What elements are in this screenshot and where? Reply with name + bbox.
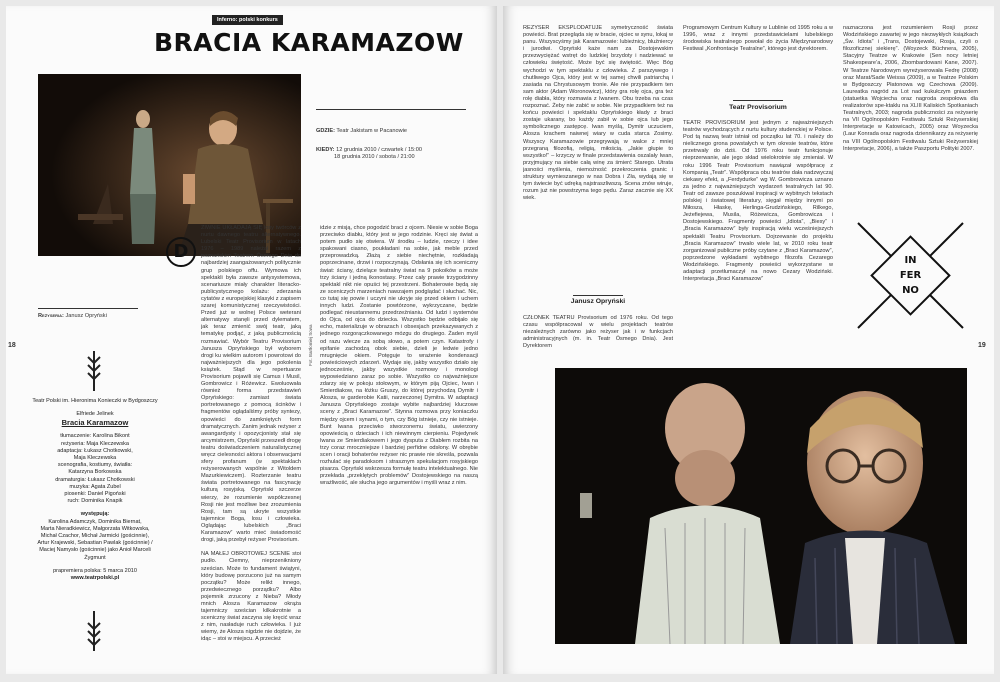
- inferno-logo-icon: [853, 218, 968, 333]
- heading-provisorium: Teatr Provisorium: [729, 104, 787, 111]
- ornament-bottom-icon: [87, 611, 101, 651]
- credits-sidebar: Teatr Polski im. Hieronima Konieczki w Bydgoszczy Elfriede Jelinek Bracia Karamazow tłumaczenie: Karolina Bikont reżyseria: Maja Kleczewska adaptacja: Łukasz Chotkowski, Maja Kleczewska scenografia, kostiumy, światła: Katarzyna Borkowska dramaturgia: Łukasz Chotkowski muzyka: Agata Zubel piosenki: Daniel Pigoński ruch: Dominika Knapik występują: Karolina Adamczyk, Dominika Biernat, Marta Nieradkiewicz, Małgorzata Witkowska, Michał Czachor, Michał Jarmicki (gościnnie), Artur Krajewski, Sebastian Pawlak (gościnnie) / Maciej Namysło (gościnnie) jako Anioł Marceli Żygmunt prapremiera polska: 5 marca 2010 www.teatrpolski.pl: [32, 398, 158, 582]
- info-when: KIEDY: 12 grudnia 2010 / czwartek / 15:00 18 grudnia 2010 / sobota / 21:00: [316, 147, 422, 161]
- article-column-2: idzie z misją, chce pogodzić braci z ojcem. Niesie w sobie Boga przeciwko diabłu, który jest w jego rodzinie. Kręci się świat a potem pudło się otwiera. W środku – ludzie, rzeczy i idee spakowani ciasno, poukładani na sobie, jak meble przed przeprowadzką. Złażą z siebie niechętnie, rozkładają poprzecinane, drzwi i rozpoczynają. Odsłania się ich sceniczny świat: ściany, dzielące teatralny świat na 9 pokoików a może trzy ściany i jedną ikonostasy. Przez cały prawie trzygodzinny spektakl nikt nie opuści tej przestrzeni. Bohaterowie będą się ze sceniczych marzeniach nawzajem podglądać i słuchać. Nic, co tutaj się powie i uczyni nie ukryje się przed okiem i uchem innych ludzi. Zostanie powtórzone, wykrzyczane, będzie podlegać nieustannemu przedrzeźnianiu. Od ludzi i systemów do Ojca, od ojca do dziecka. Wszystko będzie odbijało się echo, materializuje w obrazach i obsesjach przekazywanych z jednego rozgorączkowanego mózgu do drugiego. Żaden myśl od razu wlecze za sobą słowo, a potem czyn. Katastrofy i epifanie zachodzą obok siebie, dzieli je ledwie jedno mrugnięcie okiem. Potęguje to wrażenie kondensacji powieściowych zdarzeń. Wydaje się, jakby wszystko działo się jednocześnie, jakby wszystkie rozmowy i monologi wypowiedziano zaraz po sobie. Wszystko co najważniejsze zdarzy się w pokoju stołowym, w którym piją Ojciec, Iwan i Smierdiakow, na łóżku Gruszy, do której przychodzą Dymitr i Alosza, w garderobie Katii, narzeczonej Dymitra. W adaptacji Janusza Opryńskiego zostaje wybite najbardziej kluczowe sceny z „Braci Karamazow”. Stynna rozmowa przy koniaczku między ojcem i synami, o tym, czy Bóg istnieje, czy nie istnieje. Bunt Iwana przeciwko stworzonemu światu, uwierzony opowieścią o dzieciach i ich niewinnym cierpieniu. Pojedynek Iwana ze Smierdiakowem i jego dysputa z Diabłem rozbita na trzy coraz mroczniejsze i bardziej perfidne odsłony. W obrębie scen i oracji bohaterów reżyser nic prawie nie skreśla, pozwala rozhulać się paradoksom i strasznym spekulacjom rosyjskiego pisarza. Opryński wskrzesza formułę teatru intelektualnego. Nie przekłada „przeklętych problemów” Dostojewskiego na naszą wrażliwość, ale słucha jego argumentów i myśli wraz z nim.: [320, 225, 478, 487]
- info-where: GDZIE: Teatr Jakistam w Pacanowie: [316, 128, 407, 134]
- director-line: Reżyseria: Janusz Opryński: [38, 313, 107, 319]
- ornament-icon: [87, 351, 101, 391]
- right-column-3-top: naznaczona jest rozumieniem Rosji przez Wodzińskiego zawartej w jego niezwykłych książkach „Św. Idiota” i „Trans, Dostojewski, Rosja, czyli o filozoficznej siekierę”. (Woyzeck Büchnera, 2005), Stacyjny Teatrze w Krakowie (Sen nocy letniej Shakespeare’a, 2006, Zbombardowani Kane, 2007). W Teatrze Narodowym wyreżyserowała Fedrę (2008) oraz Marat/Sade Weissa (2009), a w Teatrze Polskim w Bydgoszczy Płatonowa wg Czechowa (2009). Laureatka nagród za Lot nad kukułczym gniazdem (statuetka Wojciecha oraz nagroda zespołowa dla realizatorów spe-ktaklu na XLIII Kaliskich Spotkaniach Teatralnych, 2003; nagroda publiczności za reżyserię na VII Ogólnopolskim Festiwalu Sztuki Reżyserskiej Interpretacje w Katowicach, 2005) oraz Woyzecka (Laur Konrada oraz nagroda dziennikarzy za reżyserię na VIII Ogólnopolskim Festiwalu Sztuki Reżyserskiej Interpretacje, 2006), a także Paszportu Polityki 2007.: [843, 25, 978, 152]
- logo-line-2: FER: [899, 270, 922, 281]
- janusz-bio: CZŁONEK TEATRU Provisorium od 1976 roku. Od tego czasu współpracował w wielu projektach teatrów niezależnych zarówno jako reżyser jak i w funkcjach administracyjnych (m. in. Teatr Ósmego Dnia). Jest Dyrektorem: [523, 315, 673, 350]
- left-page: [6, 6, 497, 674]
- stage-photo-right: [555, 368, 967, 644]
- section-label: Inferno: polski konkurs: [212, 15, 283, 25]
- janusz-rule: [573, 295, 623, 296]
- article-title: BRACIA KARAMAZOW: [154, 28, 464, 57]
- provisorium-text: TEATR PROVISORIUM jest jednym z najważniejszych teatrów wychodzących z nurtu kultury studenckiej w Polsce. Pod tą nazwą teatr istniał od początku lat 70. i należy do nielicznego grona powstałych w tym okresie teatrów, które przetrwały do dziś. Od 1976 roku teatr funkcjonuje nieprzerwanie, ale jego skład wielokrotnie się zmieniał. W roku 1996 Teatr Provisorium nawiązał współpracę z Kompanią „Teatr”. Współpraca obu teatrów dała nadzwyczaj ciekawy efekt, a „Ferdydurke” wg W. Gombrowicza uznano za jedno z najważniejszych wydarzeń teatralnych lat 90. Teatr od zawsze poszukiwał inspiracji w wybitnych tekstach polskiej i światowej literatury, sięgał między innymi po Miłosza, Hłaskę, Herlinga-Grudzińskiego, Rilkego, Jeżefiejewa, Musila, Różewicza, Gombrowicza i Dostojewskiego. Fragmenty powieści „Idiota”, „Biesy” i „Bracia Karamazow” były inspiracją wielu wcześniejszych spektakli Teatru Provisorium. Dojrzewanie do projektu „Bracia Karamazow” trwało wiele lat, w 2010 roku teatr zorganizował publiczne próby czytane z „Braci Karamazow”, poprzedzone wykładami wybitnego filozofa Cezarego Wodzińskiego. Fragmenty powieści wykorzystane w adaptacji przetłumaczył na nowo Cezary Wodziński. Interpretacja „Braci Karamazow”: [683, 120, 833, 283]
- info-rule: [316, 109, 466, 110]
- director-rule: [38, 308, 138, 309]
- logo-line-1: IN: [904, 255, 917, 266]
- page-number-right: 19: [978, 342, 986, 349]
- page-number-left: 18: [8, 342, 16, 349]
- stage-photo-right-image: [555, 368, 967, 644]
- right-column-2-top: Programowym Centrum Kultury w Lublinie od 1995 roku a w 1996, wraz z innymi przedstawicielami lubelskiego środowiska teatralnego powołał do życia Międzynarodowy Festiwal „Konfrontacje Teatralne”, którego jest dyrektorem.: [683, 25, 833, 53]
- right-page: [503, 6, 994, 674]
- heading-janusz: Janusz Opryński: [570, 298, 626, 305]
- drop-cap: D: [166, 237, 196, 267]
- theatre-url[interactable]: www.teatrpolski.pl: [70, 575, 120, 582]
- right-column-1-top: REŻYSER EKSPLODATUJE symetryczność świata powieści. Brat przegląda się w bracie, ojciec w synu, lokaj w panu. Wszyscyśmy jak Karamazowie: lubieżnicy, bluźniercy i jurodiwi. Opryński każe nam za Dostojewskim przezwyciężać wstręt do ludzkiej brzydoty i nadziewać w człowieku świętość. Może być się świętość. Więc Bóg wychodzi w tym spektaklu z człowieka. Z parszywego i chutliwego Ojca, który jest w tej samej chwili patriarchą i zasiada na Chrystusowym tronie. Ale nie przypadkiem ten sam aktor (Adam Woronowicz), który gra rolę ojca, gra też rolę diabła, który rozmawia z Iwanem. Obu trzeba na czas rozpoznać. Żeby nie zabić w sobie. Nie przypadkiem też na końcu powieści i spektaklu Opryńskiego kłady z braci zostaje ukarany, bo każdy zabił w sobie ojca lub jego symbolicznego zastępcę. Iwan myślą, Dymitr uczuciem, Alosza krachem naiwnej wiary w cuda starca Zosimy. Wszyscy Karamazowie przegrywają w walce z mniej przegraną filozofią, religią, miłością. „Jakie głupie to wszystko!” – krzyczy w finale przedstawienia oszalały Iwan, przyjmujący na siebie całą winę za śmierć Starego. Utrata jasności myślenia, niemożność przekroczenia granic i struktury wymieszanego w nas Dobra i Zła, wydają się w tym świecie być udręką najstraszliwszą. Scena znów wiruje, rozum już nie powstrzyma tego pędu. Zaraz zacznie się XX wiek.: [523, 25, 673, 202]
- provisorium-rule: [733, 100, 783, 101]
- logo-line-3: NO: [902, 285, 919, 296]
- photo-credit: Fot. Bartłomiej Sowa: [308, 324, 313, 366]
- article-column-1: ZIWNIE UKŁADAJĄ SIĘ losy twórców z nurtu dawnego teatru alternatywnego. Lubelski Teatr Provisorium w latach 1976 – 1989 należał razem z poznańskim Teatrem Ósmego Dnia do najbardziej zaangażowanych politycznie grup polskiego offu. Wymowa ich spektakli była zawsze antysystemowa, scenariusze miały charakter literacko-publicystycznego kolażu: zderzania cytatów z europejskiej klasyki z zapisem szarej komunistycznej rzeczywistości. Przed już w wolnej Polsce weterani alternatywy stanęli przed dylematem, jak teraz zmienić swój teatr, jaką tematykę podjąć, z jaką publicznością rozmawiać. Wybór Teatru Provisorium Janusza Opryńskiego był wyborem drogi ku wielkim autorom i powrotowi do najważniejszych dla jego pokolenia książek. Stąd w repertuarze Provisorium pojawili się Camus i Musil, Gombrowicz i Różewicz. Ewoluowała również forma przedstawień Opryńskiego: zamiast świata portretowanego z pomocą ścinków i fragmentów oglądaliśmy próby syntezy, opowieści do zamkniętych form dramatycznych. Zanim jednak reżyser z awangardysty i opozycjonisty stał się arcymistrzem, Opryński przeszedł drogę teatru doświadczeniem naturalistycznej wręcz cielesności aktora i obserwacjami sfery profanum (w spektaklach reżyserowanych wspólnie z Witoldem Mazurkiewiczem). Rozterzanie teatru świata portretowanego na fascynację kulturą rosyjską. Opryński szczerze wierzy, że rozumienie współczesnej Rosji nie jest możliwe bez zrozumienia Rosji, tam są ukryte wszystkie tajemnice Boga, losu i człowieka. Oglądając lubelskich „Braci Karamazow” warto mieć świadomość drogi, jaką przebył reżyser Provisorium. NA MAŁEJ OBROTOWEJ SCENIE stoi pudło. Ciemny, nieprzenikniony sześcian. Może to fundament świątyni, który budowę porzucono już na samym początku? Może relikt innego, przedwiecznego porządku? Albo pojemnik zrzucony z Nieba? Młody mnich Alosza Karamazow okrąża tajemniczy sześcian kilkakrotnie a sceniczny świat zaczyna się kręcić wraz z nim, nasładuje ruch człowieka. I już wiemy, że Alosza nigdzie nie dojdzie, że idąc – stoi w miejscu. A przecież: [201, 225, 301, 643]
